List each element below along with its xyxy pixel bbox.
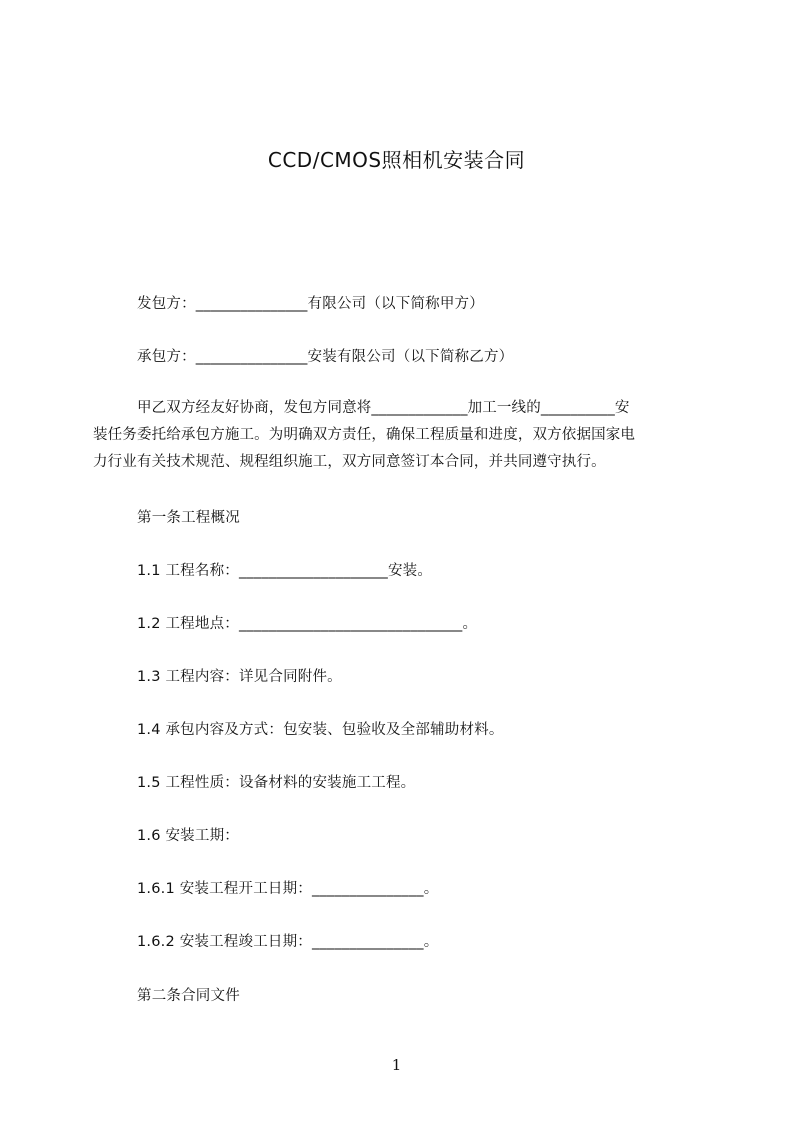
clause-item: 1.2 工程地点：______________________________。 [137,616,478,632]
article-1-heading: 第一条工程概况 [137,510,240,526]
clause-item: 1.6.2 安装工程竣工日期：_______________。 [137,934,439,950]
party-b-line: 承包方：_______________安装有限公司（以下简称乙方） [137,349,514,365]
document-title: CCD/CMOS照相机安装合同 [267,148,526,172]
intro-line: 装任务委托给承包方施工。为明确双方责任，确保工程质量和进度，双方依据国家电 [93,427,636,443]
intro-line: 力行业有关技术规范、规程组织施工，双方同意签订本合同，并共同遵守执行。 [93,454,606,470]
intro-line: 甲乙双方经友好协商，发包方同意将_____________加工一线的__________安 [137,400,630,416]
article-2-heading: 第二条合同文件 [137,988,240,1004]
clause-item: 1.3 工程内容：详见合同附件。 [137,669,342,685]
clause-item: 1.1 工程名称：____________________安装。 [137,563,433,579]
clause-item: 1.6.1 安装工程开工日期：_______________。 [137,881,439,897]
clause-item: 1.5 工程性质：设备材料的安装施工工程。 [137,775,416,791]
intro-paragraph [93,395,705,476]
clause-item: 1.4 承包内容及方式：包安装、包验收及全部辅助材料。 [137,722,504,738]
clause-item: 1.6 安装工期： [137,828,239,844]
party-a-line: 发包方：_______________有限公司（以下简称甲方） [137,296,484,312]
page-number: 1 [391,1056,402,1074]
